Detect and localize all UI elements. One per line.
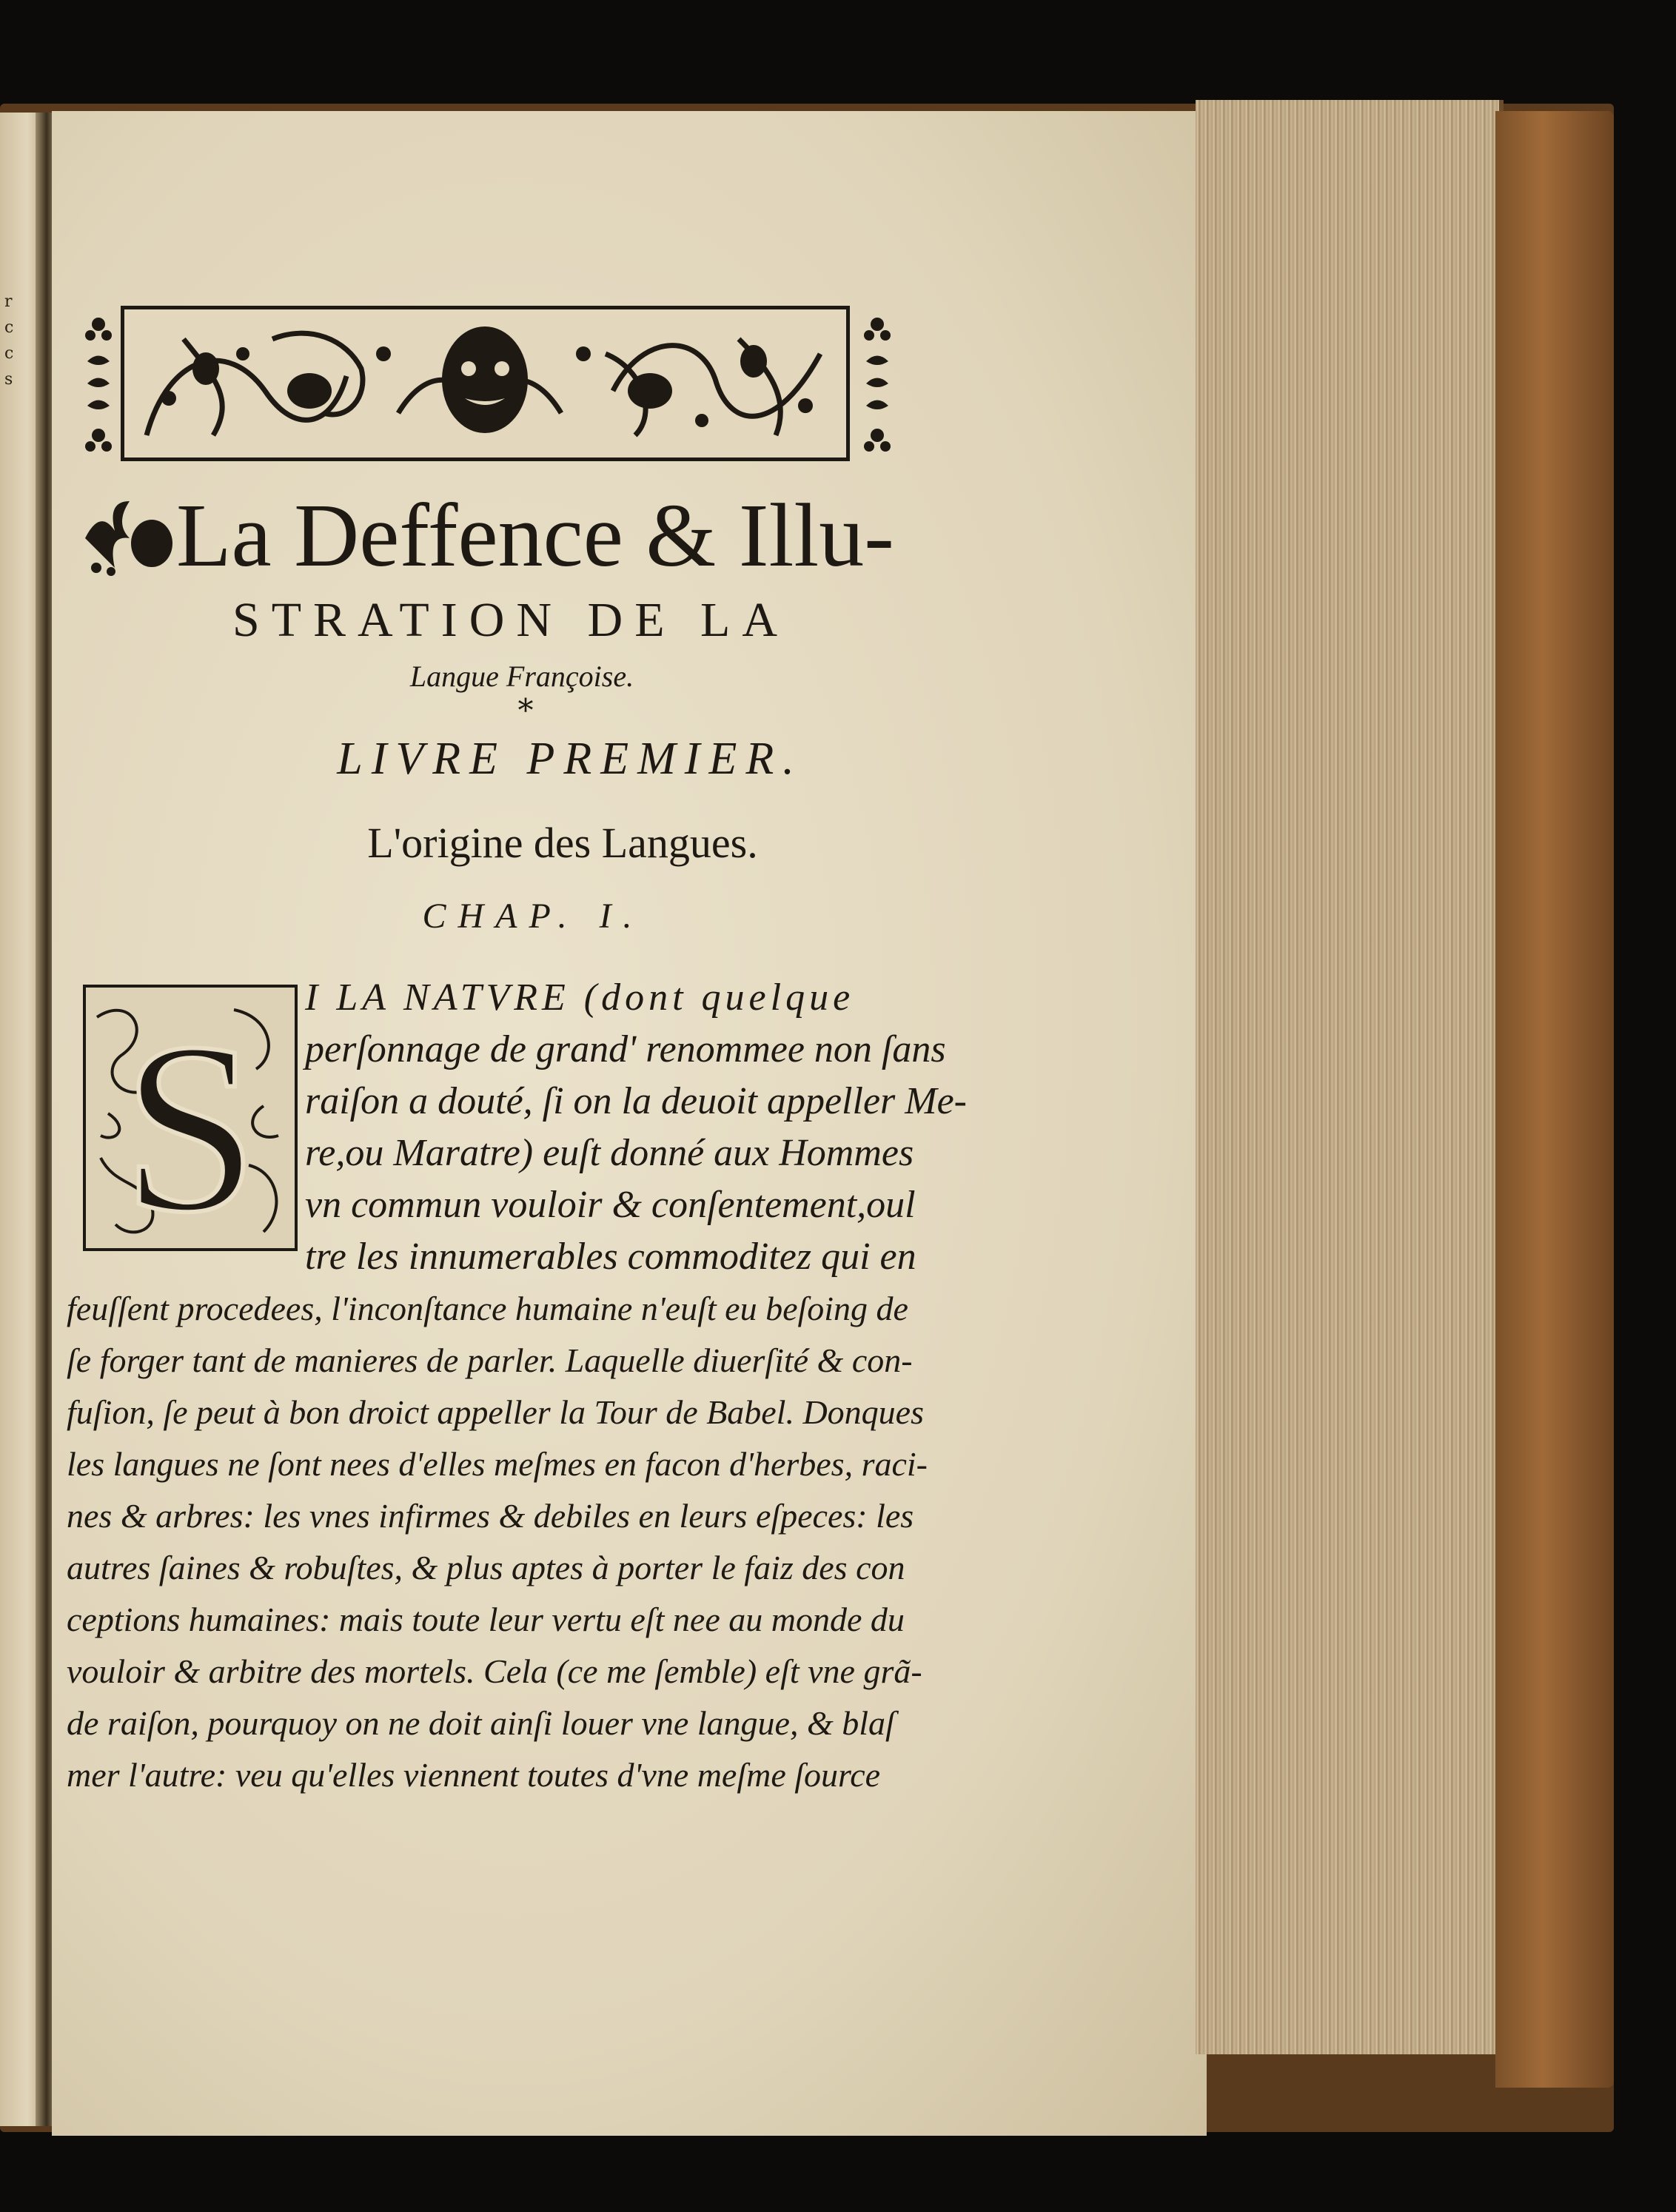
- title-line: [81, 481, 962, 592]
- chapter-number: CHAP. I.: [422, 896, 644, 936]
- text-line: fuſion, ſe peut à bon droict appeller la Tour de Babel. Donques: [67, 1393, 924, 1431]
- foliage-ornament-icon: [86, 988, 295, 1248]
- page-title: La Deffence & Illu-: [176, 486, 894, 586]
- chapter-title: L'origine des Langues.: [367, 819, 758, 867]
- woodcut-headpiece: [121, 306, 850, 461]
- book-cover-spine: [1495, 111, 1614, 2088]
- text-line: feuſſent procedees, l'inconſtance humaine n'euſt eu beſoing de: [67, 1290, 908, 1327]
- text-line: I LA NATVRE (dont quelque: [305, 976, 855, 1019]
- text-line: raiſon a douté, ſi on la deuoit appeller Me-: [305, 1080, 967, 1122]
- foliage-ornament-icon: [124, 309, 846, 458]
- left-page-glyph: c: [4, 344, 14, 363]
- text-line: nes & arbres: les vnes infirmes & debiles en leurs eſpeces: les: [67, 1497, 914, 1535]
- text-line: autres ſaines & robuſtes, & plus aptes à porter le faiz des con: [67, 1549, 905, 1586]
- fleuron-ornament-icon: [81, 497, 174, 579]
- left-page-glyph: c: [4, 318, 14, 337]
- left-page-glyph: r: [4, 292, 13, 311]
- text-line: re,ou Maratre) euſt donné aux Hommes: [305, 1132, 914, 1174]
- text-line: tre les innumerables commoditez qui en: [305, 1236, 916, 1278]
- asterisk-ornament: *: [517, 692, 534, 728]
- drop-cap: [83, 985, 298, 1251]
- text-line: de raiſon, pourquoy on ne doit ainſi louer vne langue, & blaſ: [67, 1704, 895, 1742]
- text-line: perſonnage de grand' renommee non ſans: [305, 1028, 946, 1070]
- drop-cap-letter: S: [122, 993, 258, 1248]
- subtitle-italic: Langue Françoise.: [409, 660, 634, 693]
- text-line: ſe forger tant de manieres de parler. Laquelle diuerſité & con-: [67, 1341, 913, 1379]
- subtitle: STRATION DE LA: [232, 593, 789, 647]
- fleuron-ornament-icon: [80, 309, 117, 458]
- left-page-glyph: s: [4, 370, 13, 389]
- book-heading: LIVRE PREMIER.: [337, 734, 803, 784]
- text-line: mer l'autre: veu qu'elles viennent toutes d'vne meſme ſource: [67, 1756, 881, 1794]
- fleuron-ornament-icon: [859, 309, 896, 458]
- page-edges: [1196, 100, 1504, 2054]
- text-line: les langues ne ſont nees d'elles meſmes en facon d'herbes, raci-: [67, 1445, 928, 1483]
- text-line: vn commun vouloir & conſentement,oul: [305, 1184, 916, 1226]
- text-line: ceptions humaines: mais toute leur vertu eſt nee au monde du: [67, 1601, 905, 1638]
- text-line: vouloir & arbitre des mortels. Cela (ce me ſemble) eſt vne grã-: [67, 1652, 922, 1690]
